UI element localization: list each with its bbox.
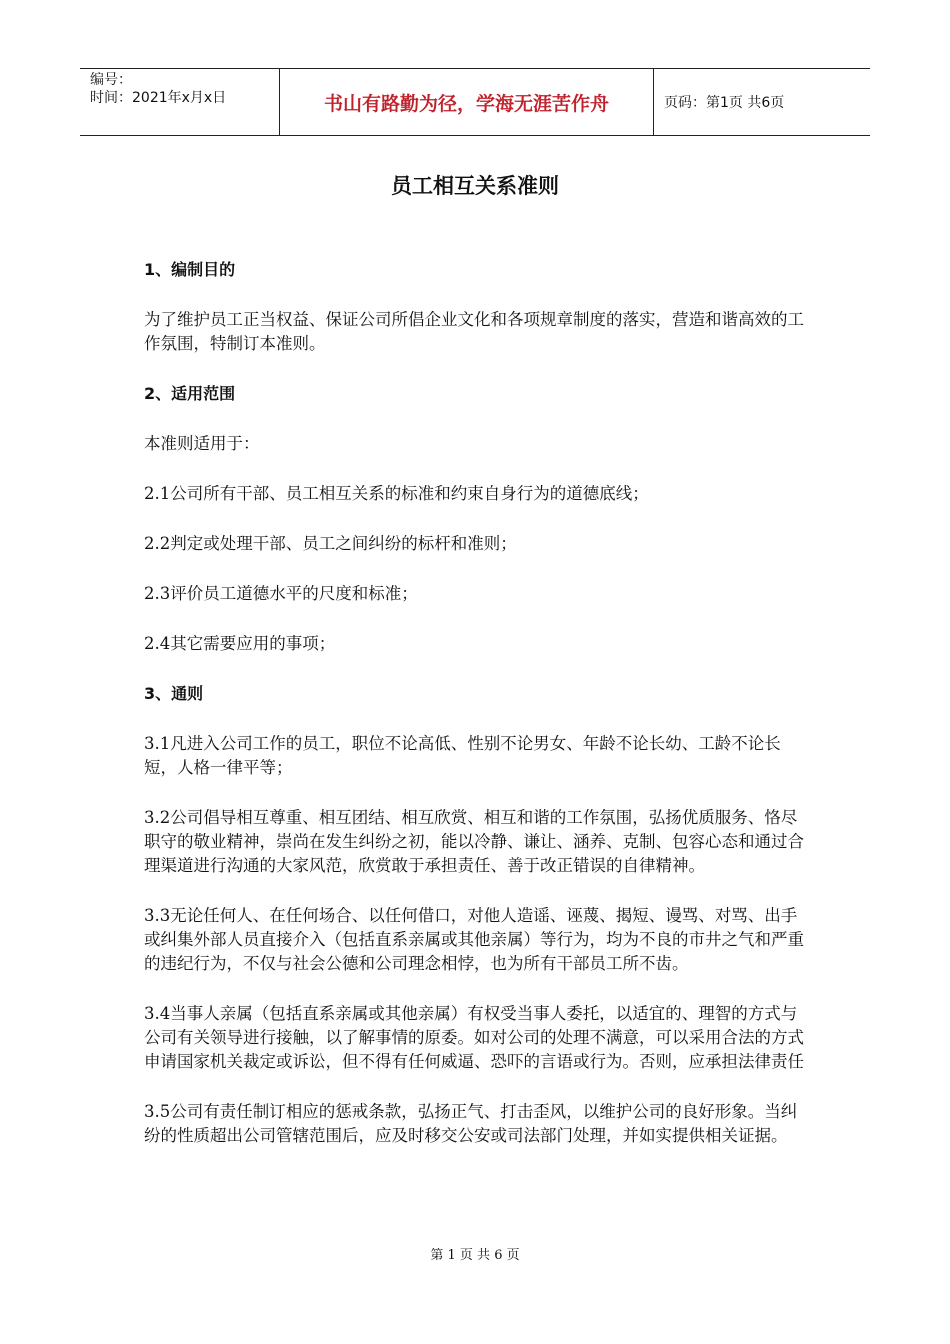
paragraph: 3.5公司有责任制订相应的惩戒条款，弘扬正气、打击歪风，以维护公司的良好形象。当纠纷的性质超出公司管辖范围后，应及时移交公安或司法部门处理，并如实提供相关证据。 <box>144 1102 798 1145</box>
paragraph: 2.1公司所有干部、员工相互关系的标准和约束自身行为的道德底线； <box>144 484 649 503</box>
paragraph: 2.3评价员工道德水平的尺度和标准； <box>144 584 418 603</box>
paragraph: 3.2公司倡导相互尊重、相互团结、相互欣赏、相互和谐的工作氛围，弘扬优质服务、恪尽职守的敬业精神，崇尚在发生纠纷之初，能以冷静、谦让、涵养、克制、包容心态和通过合理渠道进行沟通的大家风范，欣赏敢于承担责任、善于改正错误的自律精神。 <box>144 808 804 875</box>
page-footer: 第 1 页 共 6 页 <box>430 1248 520 1263</box>
document-body <box>144 258 806 1174</box>
paragraph: 本准则适用于： <box>144 434 260 453</box>
section-heading-3: 3、通则 <box>144 684 204 703</box>
paragraph: 2.2判定或处理干部、员工之间纠纷的标杆和准则； <box>144 534 517 553</box>
paragraph: 为了维护员工正当权益、保证公司所倡企业文化和各项规章制度的落实，营造和谐高效的工作氛围，特制订本准则。 <box>144 310 804 353</box>
number-label: 编号： <box>90 72 132 88</box>
header-motto-cell <box>280 69 654 135</box>
motto-text: 书山有路勤为径，学海无涯苦作舟 <box>323 92 609 115</box>
paragraph: 3.4当事人亲属（包括直系亲属或其他亲属）有权受当事人委托，以适宜的、理智的方式与公司有关领导进行接触，以了解事情的原委。如对公司的处理不满意，可以采用合法的方式申请国家机关裁定或诉讼，但不得有任何威逼、恐吓的言语或行为。否则，应承担法律责任 <box>144 1004 804 1071</box>
paragraph: 2.4其它需要应用的事项； <box>144 634 336 653</box>
document-title: 员工相互关系准则 <box>391 174 559 198</box>
header-meta-cell <box>80 69 280 135</box>
time-label: 时间：2021年x月x日 <box>90 90 227 106</box>
header-page-cell <box>654 69 870 135</box>
paragraph: 3.1凡进入公司工作的员工，职位不论高低、性别不论男女、年龄不论长幼、工龄不论长短，人格一律平等； <box>144 734 781 777</box>
section-heading-1: 1、编制目的 <box>144 260 236 279</box>
header-table <box>80 68 870 136</box>
section-heading-2: 2、适用范围 <box>144 384 236 403</box>
page-info: 页码：第1页 共6页 <box>664 95 785 111</box>
paragraph: 3.3无论任何人、在任何场合、以任何借口，对他人造谣、诬蔑、揭短、谩骂、对骂、出手或纠集外部人员直接介入（包括直系亲属或其他亲属）等行为，均为不良的市井之气和严重的违纪行为，不仅与社会公德和公司理念相悖，也为所有干部员工所不齿。 <box>144 906 804 973</box>
